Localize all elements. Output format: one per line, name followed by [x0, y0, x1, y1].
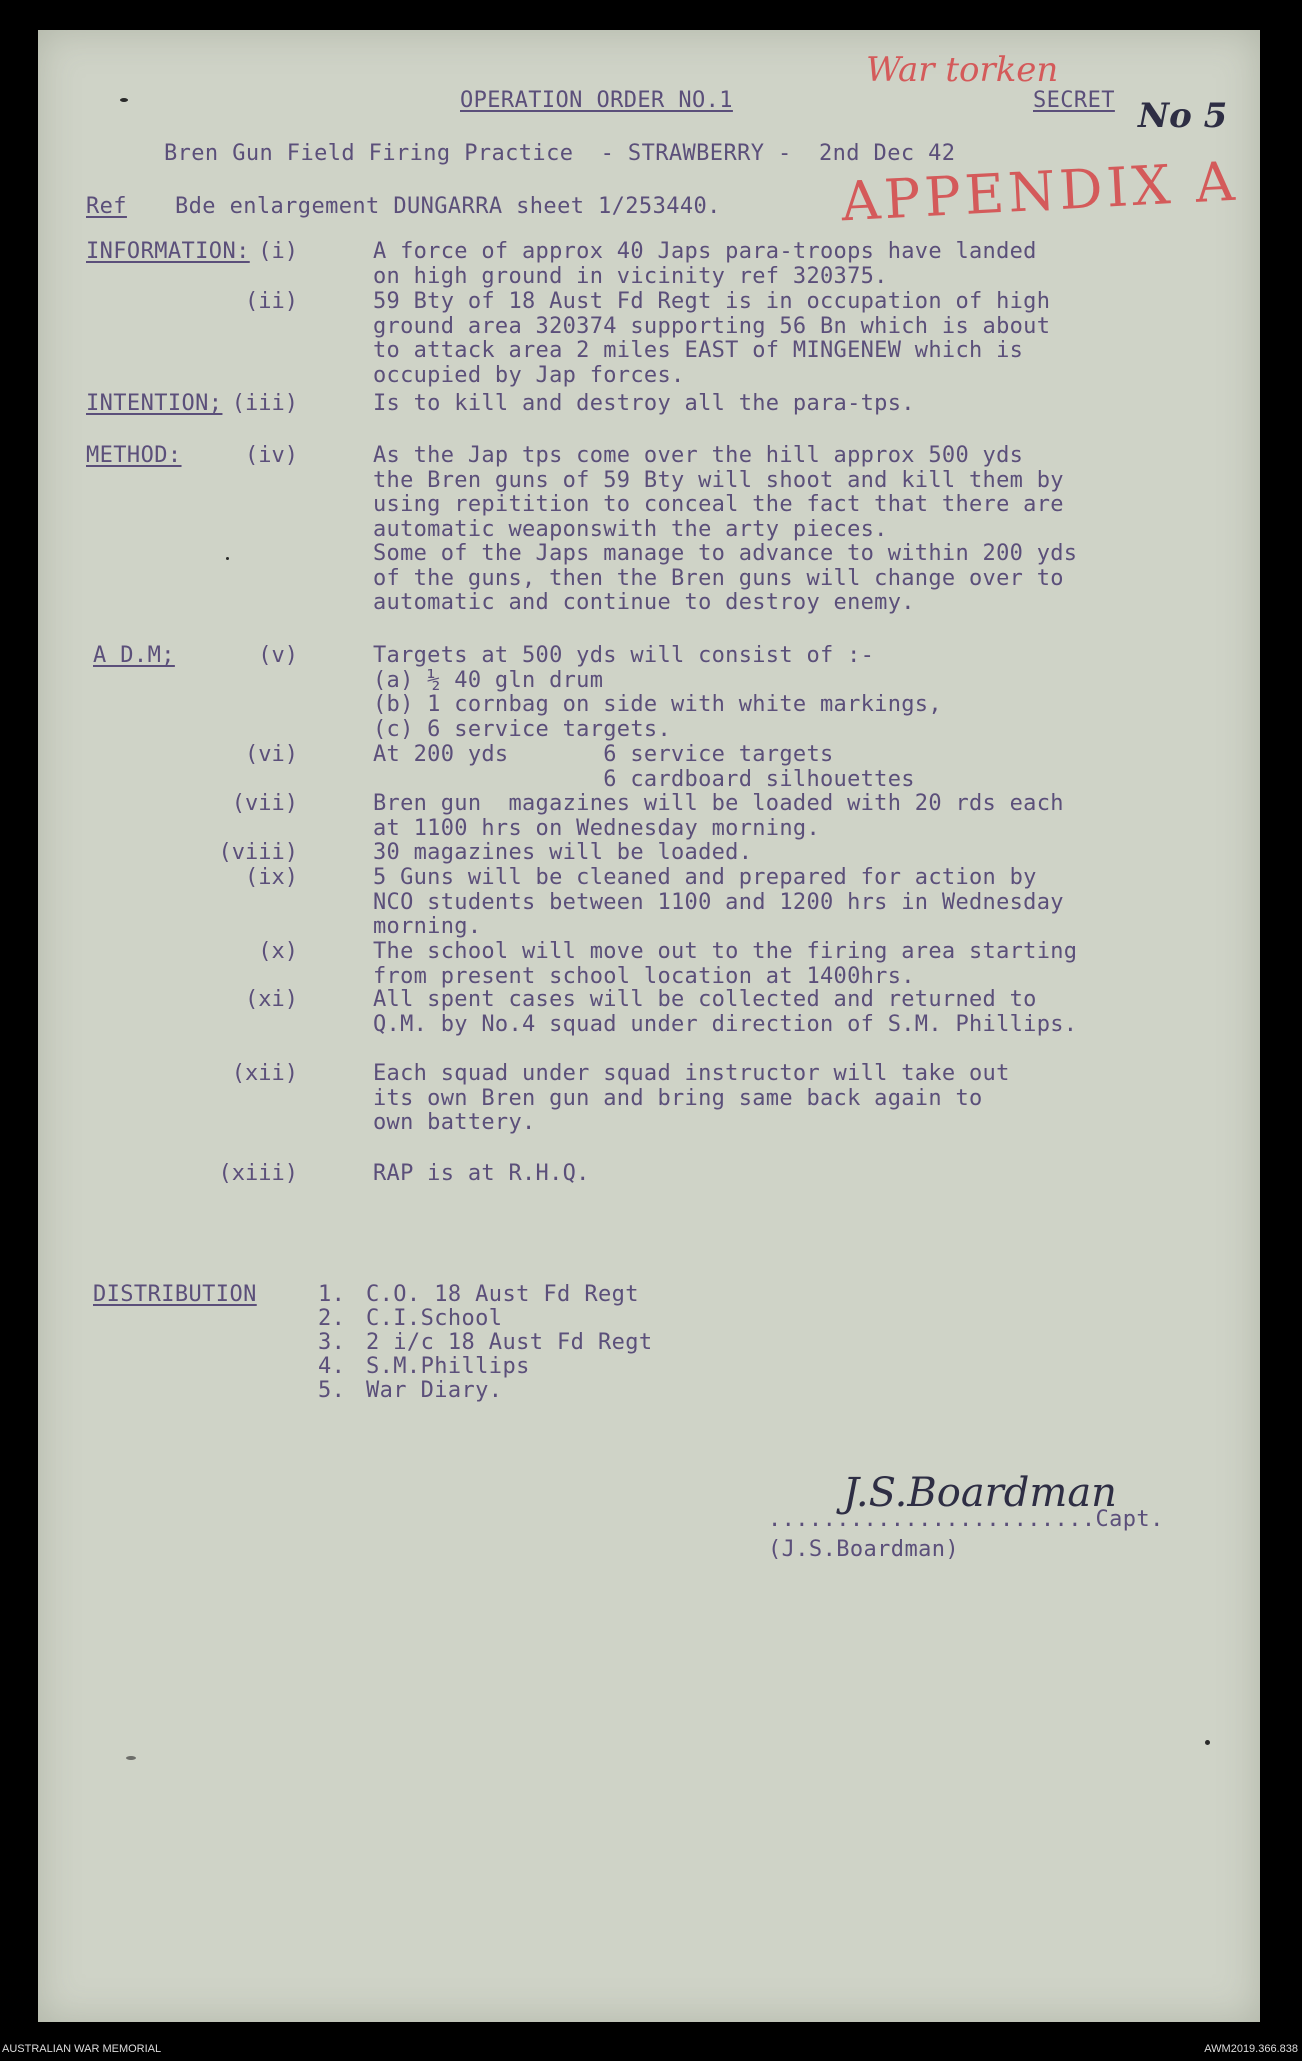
- subtitle-line: Bren Gun Field Firing Practice - STRAWBERRY - 2nd Dec 42: [164, 141, 956, 166]
- paper-mark: [126, 1756, 136, 1760]
- ref-label: Ref: [86, 194, 127, 219]
- para-text: Bren gun magazines will be loaded with 20 rds each at 1100 hrs on Wednesday morning.: [373, 791, 1064, 841]
- paper-mark: [1205, 1740, 1210, 1745]
- signature-printed-name: (J.S.Boardman): [768, 1537, 960, 1562]
- footer-institution: AUSTRALIAN WAR MEMORIAL: [2, 2043, 162, 2055]
- para-number: (viii): [218, 840, 298, 865]
- handwritten-signature: J.S.Boardman: [843, 1470, 1117, 1516]
- paper-mark: [226, 557, 229, 560]
- para-number: (iv): [245, 443, 298, 468]
- appendix-stamp-handwritten: APPENDIX A: [839, 149, 1240, 234]
- distribution-item: C.I.School: [366, 1306, 503, 1331]
- para-text: Targets at 500 yds will consist of :- (a) ½ 40 gln drum (b) 1 cornbag on side with white markings, (c) 6 service targets.: [373, 643, 942, 742]
- ref-text: Bde enlargement DUNGARRA sheet 1/253440.: [175, 194, 721, 219]
- para-text: RAP is at R.H.Q.: [373, 1161, 590, 1186]
- para-number: (ix): [245, 865, 298, 890]
- handwritten-annotation-top: War torken: [866, 50, 1059, 90]
- para-text: Is to kill and destroy all the para-tps.: [373, 391, 915, 416]
- para-number: (ii): [245, 289, 298, 314]
- section-adm: A D.M;: [93, 643, 175, 668]
- para-text: At 200 yds 6 service targets 6 cardboard silhouettes: [373, 742, 915, 792]
- para-number: (iii): [231, 391, 298, 416]
- distribution-item: S.M.Phillips: [366, 1354, 530, 1379]
- para-number: (xi): [245, 987, 298, 1012]
- para-number: (xiii): [218, 1161, 298, 1186]
- para-number: (x): [258, 939, 298, 964]
- section-information: INFORMATION:: [86, 239, 250, 264]
- para-text: 59 Bty of 18 Aust Fd Regt is in occupation of high ground area 320374 supporting 56 Bn which is about to attack area 2 miles EAST of MINGENEW which is occupied by Jap forces.: [373, 289, 1051, 388]
- para-text: All spent cases will be collected and returned to Q.M. by No.4 squad under direction of S.M. Phillips.: [373, 987, 1078, 1037]
- para-number: (vii): [231, 791, 298, 816]
- distribution-item: 2 i/c 18 Aust Fd Regt: [366, 1330, 653, 1355]
- distribution-label: DISTRIBUTION: [93, 1282, 257, 1307]
- para-number: (v): [258, 643, 298, 668]
- distribution-item: War Diary.: [366, 1378, 503, 1403]
- para-text: As the Jap tps come over the hill approx 500 yds the Bren guns of 59 Bty will shoot and kill them by using repitition to conceal the fact that there are automatic weaponswith the arty pieces. Some of the Japs manage to advance to within 200 yds of the guns, then the Bren guns will change over to automatic and continue to destroy enemy.: [373, 443, 1078, 615]
- page-number-handwritten: No 5: [1138, 96, 1228, 136]
- signature-dots-rank: ........................Capt.: [768, 1507, 1164, 1532]
- para-text: Each squad under squad instructor will take out its own Bren gun and bring same back again to own battery.: [373, 1061, 1010, 1135]
- distribution-number: 1.: [318, 1282, 346, 1307]
- distribution-number: 2.: [318, 1306, 346, 1331]
- para-number: (i): [258, 239, 298, 264]
- para-number: (vi): [245, 742, 298, 767]
- section-method: METHOD:: [86, 443, 182, 468]
- distribution-item: C.O. 18 Aust Fd Regt: [366, 1282, 639, 1307]
- distribution-number: 4.: [318, 1354, 346, 1379]
- distribution-number: 5.: [318, 1378, 346, 1403]
- paper-mark: [120, 98, 128, 102]
- classification-label: SECRET: [1033, 88, 1115, 113]
- document-page: [38, 30, 1260, 2022]
- para-text: The school will move out to the firing area starting from present school location at 1400hrs.: [373, 939, 1078, 989]
- para-number: (xii): [231, 1061, 298, 1086]
- para-text: 30 magazines will be loaded.: [373, 840, 753, 865]
- para-text: A force of approx 40 Japs para-troops have landed on high ground in vicinity ref 320375.: [373, 239, 1037, 289]
- order-title: OPERATION ORDER NO.1: [460, 88, 733, 113]
- footer-accession-number: AWM2019.366.838: [1204, 2043, 1298, 2055]
- para-text: 5 Guns will be cleaned and prepared for action by NCO students between 1100 and 1200 hrs in Wednesday morning.: [373, 865, 1064, 939]
- distribution-number: 3.: [318, 1330, 346, 1355]
- section-intention: INTENTION;: [86, 391, 223, 416]
